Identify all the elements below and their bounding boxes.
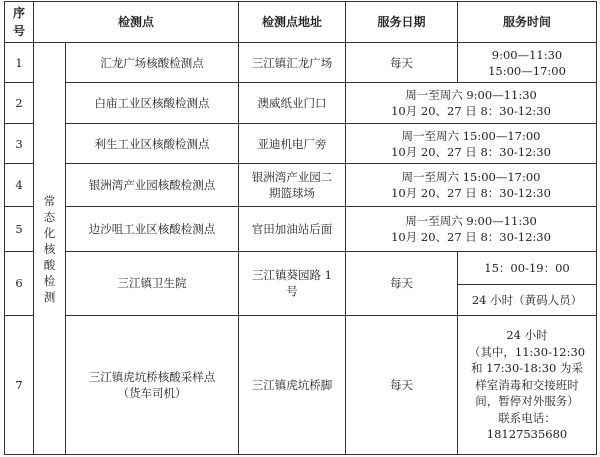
testing-point-address [239,251,346,316]
header-point: 检测点 [34,2,239,43]
table-row [5,164,597,207]
service-time: 24 小时（黄码人员） [458,284,597,315]
name-line: 三江镇虎坑桥核酸采样点 [88,370,216,385]
testing-point-name: 边沙咀工业区核酸检测点 [66,206,239,251]
table-row [5,83,597,123]
category-char: 态 [43,209,56,224]
testing-point-name: 三江镇卫生院 [66,251,239,316]
testing-point-name [66,316,239,455]
testing-point-address: 官田加油站后面 [239,206,346,251]
testing-point-name: 银洲湾产业园核酸检测点 [66,164,239,207]
header-date: 服务日期 [346,2,458,43]
service-date-time [346,123,597,163]
testing-point-address: 三江镇汇龙广场 [239,43,346,83]
category-char: 检 [43,273,56,288]
service-time-line: 15:00—17:00 [488,63,566,78]
table-row [5,316,597,455]
service-time-line: 9:00—11:30 [491,47,563,62]
row-number: 5 [5,206,34,251]
service-date: 每天 [346,316,458,455]
testing-point-name: 利生工业区核酸检测点 [66,123,239,163]
header-time: 服务时间 [458,2,597,43]
table-row [5,251,597,284]
name-line: （货车司机） [117,386,187,401]
address-line: 三江镇葵园路 1 [252,268,332,283]
testing-point-address: 澳威纸业门口 [239,83,346,123]
testing-point-address: 三江镇虎坑桥脚 [239,316,346,455]
service-date: 每天 [346,43,458,83]
row-number: 2 [5,83,34,123]
header-address: 检测点地址 [239,2,346,43]
testing-schedule-table [4,1,597,455]
category-char: 化 [43,225,56,240]
service-time [458,316,597,455]
service-line: 周一至周六 9:00—11:30 [405,88,537,103]
testing-point-address [239,164,346,207]
service-line: 周一至周六 15:00—17:00 [401,170,541,185]
service-time-line: 间，暂停对外服务） [475,394,579,409]
row-number: 4 [5,164,34,207]
category-cell [34,43,66,455]
table-row [5,43,597,83]
address-line: 期篮球场 [269,186,316,201]
service-time [458,43,597,83]
testing-point-name: 汇龙广场核酸检测点 [66,43,239,83]
service-date: 每天 [346,251,458,316]
service-time-line: 24 小时 [506,328,548,343]
table-row [5,206,597,251]
service-line: 周一至周六 9:00—11:30 [405,213,537,228]
service-time: 15：00-19：00 [458,251,597,284]
service-date-time [346,83,597,123]
service-date-time [346,206,597,251]
service-time-line: 18127535680 [486,427,568,442]
service-line: 10月 20、27 日 8：30-12:30 [391,144,551,159]
service-time-line: 和 17:30-18:30 为采 [471,361,583,376]
testing-point-name: 白庙工业区核酸检测点 [66,83,239,123]
header-seq [5,2,34,43]
category-char: 测 [43,289,56,304]
category-char: 核 [43,241,56,256]
row-number: 7 [5,316,34,455]
service-time-line: （其中，11:30-12:30 [468,344,586,359]
service-line: 周一至周六 15:00—17:00 [401,128,541,143]
service-date-time [346,164,597,207]
address-line: 银洲湾产业园二 [251,170,333,185]
testing-point-address: 亚迪机电厂旁 [239,123,346,163]
address-line: 号 [286,284,298,299]
service-time-line: 样室消毒和交接班时 [475,377,579,392]
service-line: 10月 20、27 日 8：30-12:30 [391,104,551,119]
service-time-line: 联系电话： [498,410,556,425]
category-char: 酸 [43,257,56,272]
service-line: 10月 20、27 日 8：30-12:30 [391,229,551,244]
row-number: 1 [5,43,34,83]
header-row [5,2,597,43]
row-number: 3 [5,123,34,163]
category-char: 常 [43,193,56,208]
table-row [5,123,597,163]
service-line: 10月 20、27 日 8：30-12:30 [391,186,551,201]
row-number: 6 [5,251,34,316]
header-seq-label: 序号 [12,6,25,38]
